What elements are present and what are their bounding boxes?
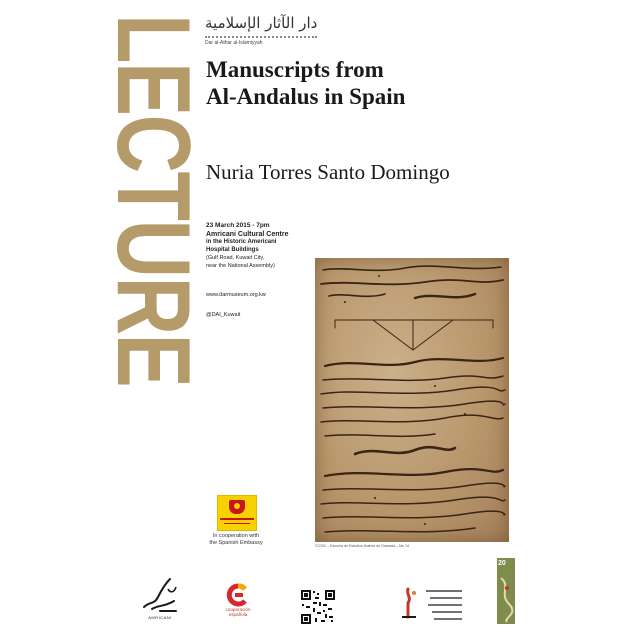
emblem-text-bar	[220, 518, 254, 520]
spain-coat-of-arms-icon	[217, 495, 257, 531]
side-panel-ornament-icon	[497, 558, 515, 624]
cooperacion-c-icon	[218, 583, 258, 607]
event-details	[206, 222, 326, 318]
social-handle[interactable]: @DAI_Kuwait	[206, 312, 241, 318]
cooperacion-text	[218, 607, 258, 617]
cooperacion-line-1: cooperación	[225, 607, 251, 612]
cooperacion-line-2: española	[228, 612, 248, 617]
side-panel-number: 20	[498, 560, 506, 567]
event-date: 23 March 2015 - 7pm	[206, 222, 270, 229]
image-credit: ©CSIC – Escuela de Estudios Árabes de Granada – Ms 14	[315, 544, 409, 548]
kuwait-culture-emblem-icon	[394, 583, 466, 623]
speaker-name: Nuria Torres Santo Domingo	[206, 160, 450, 184]
manuscript-illustration	[315, 258, 509, 542]
qr-code-graphic	[300, 589, 336, 625]
event-address-line-2: near the National Assembly)	[206, 263, 275, 269]
crest-shape	[229, 500, 245, 514]
qr-code-icon[interactable]	[300, 589, 336, 625]
event-venue: Amricani Cultural Centre	[206, 231, 289, 238]
americani-label: AMRICANI	[148, 615, 172, 620]
manuscript-image	[315, 258, 509, 542]
logo-arabic-text: دار الآثار الإسلامية	[205, 14, 317, 38]
kuwait-culture-logo	[394, 583, 466, 623]
cooperacion-espanola-logo	[218, 583, 258, 627]
lecture-title	[206, 56, 506, 110]
event-venue-line-3: Hospital Buildings	[206, 247, 259, 253]
event-address-line-1: (Gulf Road, Kuwait City,	[206, 255, 265, 261]
website-link[interactable]: www.darmuseum.org.kw	[206, 292, 266, 298]
lecture-vertical-heading	[95, 14, 211, 387]
event-venue-line-2: in the Historic Americani	[206, 239, 277, 245]
cooperation-note	[205, 533, 267, 547]
emblem-text-bar-2	[224, 523, 250, 524]
title-line-1: Manuscripts from	[206, 57, 384, 82]
cooperation-line-1: In cooperation with	[212, 533, 260, 539]
cooperation-line-2: the Spanish Embassy	[209, 540, 263, 546]
lecture-word: LECTURE	[95, 14, 211, 387]
dar-al-athar-logo	[205, 14, 385, 46]
logo-latin-text: Dar al-Athar al-Islamiyyah	[205, 40, 263, 46]
anniversary-side-panel	[497, 558, 515, 624]
title-line-2: Al-Andalus in Spain	[206, 84, 406, 109]
americani-calligraphy-icon	[140, 575, 180, 615]
americani-logo	[140, 575, 180, 623]
